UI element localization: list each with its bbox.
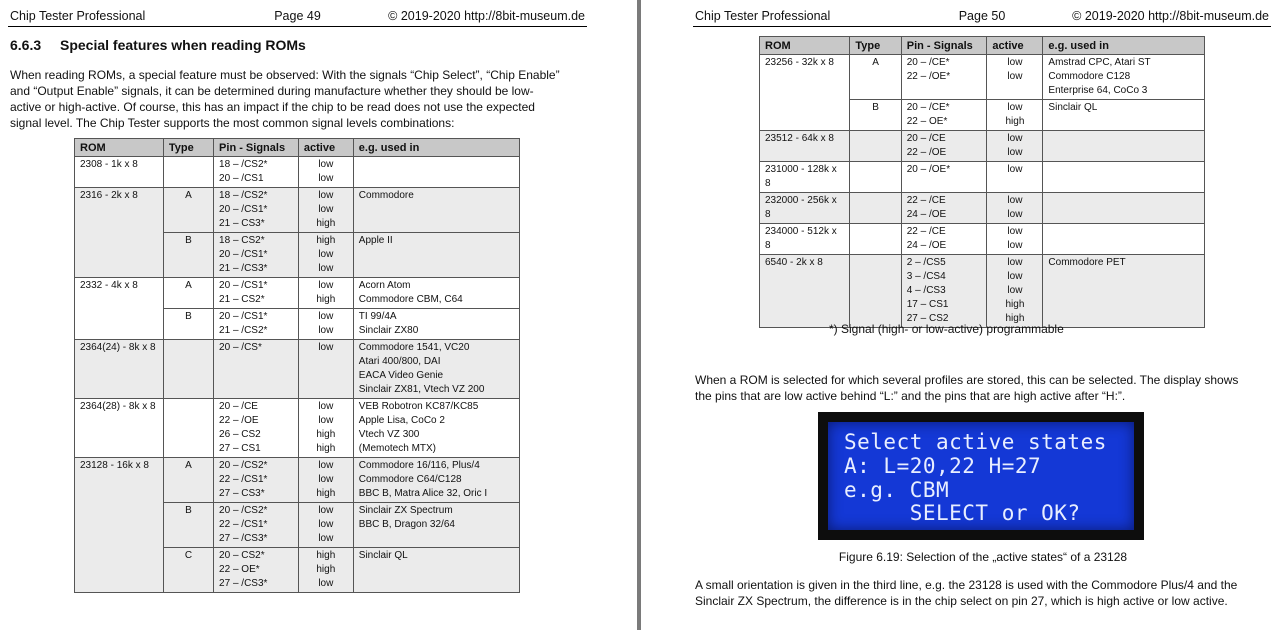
active-line: low [318, 415, 334, 426]
used-in-line: Commodore 16/116, Plus/4 [358, 460, 480, 471]
used-in-cell [353, 233, 519, 278]
active-line: low [318, 204, 334, 215]
table-row [760, 255, 1205, 328]
intro-paragraph [10, 67, 584, 131]
active-cell [298, 157, 353, 188]
page-header [10, 9, 585, 25]
type-cell [850, 224, 901, 255]
rom-cell: 23512 - 64k x 8 [760, 131, 850, 162]
paragraph-line: When a ROM is selected for which several profiles are stored, this can be selected. The display shows [695, 373, 1239, 387]
used-in-cell [1043, 162, 1205, 193]
pin-signal-line: 21 – CS2* [219, 294, 265, 305]
column-header: active [298, 139, 353, 157]
used-in-line: TI 99/4A [358, 311, 397, 322]
table-footnote: *) Signal (high- or low-active) programmable [829, 322, 1064, 336]
active-line: low [1007, 133, 1023, 144]
used-in-line: Apple II [358, 235, 393, 246]
used-in-line: EACA Video Genie [358, 370, 444, 381]
table-row [75, 340, 520, 399]
pin-signal-line: 20 – /OE* [906, 164, 951, 175]
active-line: high [316, 218, 336, 229]
active-line: high [1005, 116, 1025, 127]
pin-signal-cell [214, 233, 299, 278]
pin-signal-line: 20 – /CS1* [219, 280, 268, 291]
intro-line: active or high-active. Of course, this has an impact if the chip to be read does not use the expected [10, 100, 535, 114]
rom-cell: 23128 - 16k x 8 [75, 458, 164, 593]
active-cell [298, 503, 353, 548]
lcd-line: A: L=20,22 H=27 [844, 454, 1042, 478]
type-cell [850, 131, 901, 162]
pin-signal-line: 20 – /CE [906, 133, 946, 144]
active-line: high [316, 550, 336, 561]
pin-signal-line: 27 – CS3* [219, 488, 265, 499]
used-in-line: Commodore C128 [1048, 71, 1131, 82]
used-in-cell [353, 309, 519, 340]
used-in-line: BBC B, Matra Alice 32, Oric I [358, 488, 488, 499]
pin-signal-line: 24 – /OE [906, 209, 947, 220]
used-in-line: Enterprise 64, CoCo 3 [1048, 85, 1148, 96]
active-line: low [318, 190, 334, 201]
pin-signal-line: 27 – /CS3* [219, 533, 268, 544]
table-row [75, 157, 520, 188]
pin-signal-cell [901, 193, 987, 224]
active-line: low [1007, 147, 1023, 158]
intro-line: signal level. The Chip Tester supports the most common signal levels combinations: [10, 116, 455, 130]
used-in-line: Apple Lisa, CoCo 2 [358, 415, 445, 426]
used-in-cell [353, 278, 519, 309]
used-in-line: Commodore [358, 190, 414, 201]
active-cell [298, 458, 353, 503]
pin-signal-cell [901, 224, 987, 255]
active-line: high [316, 294, 336, 305]
table-row [75, 278, 520, 309]
pin-signal-cell [214, 188, 299, 233]
active-line: low [1007, 71, 1023, 82]
active-line: low [1007, 257, 1023, 268]
type-cell [850, 255, 901, 328]
table-row [760, 193, 1205, 224]
used-in-line: Sinclair QL [1048, 102, 1098, 113]
active-line: low [318, 578, 334, 589]
used-in-line: Amstrad CPC, Atari ST [1048, 57, 1151, 68]
type-cell: B [850, 100, 901, 131]
type-cell: A [163, 458, 213, 503]
figure-caption: Figure 6.19: Selection of the „active states“ of a 23128 [838, 550, 1128, 564]
active-line: low [318, 460, 334, 471]
active-line: low [318, 249, 334, 260]
pin-signal-line: 22 – /OE [219, 415, 259, 426]
pin-signal-line: 22 – /CE [906, 195, 946, 206]
active-cell [987, 193, 1043, 224]
table-row [75, 458, 520, 503]
used-in-cell [1043, 224, 1205, 255]
type-cell [163, 399, 213, 458]
active-line: low [318, 519, 334, 530]
active-line: low [318, 159, 334, 170]
active-line: low [318, 311, 334, 322]
pin-signal-line: 20 – /CE* [906, 57, 950, 68]
pin-signal-line: 20 – /CS* [219, 342, 262, 353]
lcd-display-figure [818, 412, 1144, 540]
active-line: low [318, 533, 334, 544]
type-cell [850, 193, 901, 224]
active-line: low [318, 474, 334, 485]
pin-signal-cell [214, 399, 299, 458]
pin-signal-line: 20 – /CE* [906, 102, 950, 113]
active-line: high [316, 488, 336, 499]
intro-line: and “Output Enable” signals, it can be determined during manufacture whether they should be low- [10, 84, 534, 98]
lcd-screen [828, 422, 1134, 530]
type-cell: C [163, 548, 213, 593]
header-rule [8, 26, 587, 27]
pin-signal-line: 22 – /OE [906, 147, 947, 158]
active-line: low [318, 342, 334, 353]
pin-signal-line: 20 – /CS1* [219, 204, 268, 215]
pin-signal-line: 22 – OE* [219, 564, 260, 575]
rom-cell: 234000 - 512k x 8 [760, 224, 850, 255]
used-in-cell [353, 399, 519, 458]
used-in-line: Sinclair QL [358, 550, 408, 561]
active-line: high [1005, 313, 1025, 324]
active-line: low [318, 173, 334, 184]
used-in-cell [1043, 255, 1205, 328]
paragraph-line: Sinclair ZX Spectrum, the difference is in the chip select on pin 27, which is high active or low active. [695, 594, 1228, 608]
header-rule [693, 26, 1271, 27]
used-in-line: Commodore C64/C128 [358, 474, 462, 485]
type-cell: B [163, 309, 213, 340]
left-page [0, 0, 637, 630]
paragraph-line: the pins that are low active behind “L:” and the pins that are high active after “H:”. [695, 389, 1126, 403]
rom-cell: 2364(28) - 8k x 8 [75, 399, 164, 458]
used-in-line: Sinclair ZX Spectrum [358, 505, 453, 516]
pin-signal-cell [214, 340, 299, 399]
pin-signal-line: 20 – /CE [219, 401, 258, 412]
header-copyright: © 2019-2020 http://8bit-museum.de [1072, 9, 1269, 23]
pin-signal-line: 20 – CS2* [219, 550, 265, 561]
type-cell [163, 157, 213, 188]
type-cell [163, 340, 213, 399]
type-cell: A [163, 278, 213, 309]
rom-cell: 2332 - 4k x 8 [75, 278, 164, 340]
pin-signal-cell [901, 255, 987, 328]
column-header: Pin - Signals [901, 37, 987, 55]
pin-signal-cell [901, 55, 987, 100]
active-line: low [1007, 271, 1023, 282]
active-line: high [316, 429, 336, 440]
active-cell [298, 309, 353, 340]
selection-paragraph [695, 372, 1271, 404]
rom-cell: 231000 - 128k x 8 [760, 162, 850, 193]
pin-signal-line: 22 – /CS1* [219, 474, 268, 485]
rom-cell: 2364(24) - 8k x 8 [75, 340, 164, 399]
pin-signal-cell [901, 100, 987, 131]
pin-signal-line: 20 – /CS1* [219, 249, 268, 260]
column-header: Type [163, 139, 213, 157]
pin-signal-line: 27 – CS2 [906, 313, 949, 324]
pin-signal-cell [214, 157, 299, 188]
used-in-line: VEB Robotron KC87/KC85 [358, 401, 479, 412]
used-in-line: Vtech VZ 300 [358, 429, 420, 440]
pin-signal-line: 18 – CS2* [219, 235, 265, 246]
active-cell [987, 100, 1043, 131]
active-line: low [1007, 209, 1023, 220]
pin-signal-line: 20 – /CS1 [219, 173, 264, 184]
header-title: Chip Tester Professional [10, 9, 146, 23]
pin-signal-line: 21 – /CS2* [219, 325, 268, 336]
active-line: low [318, 280, 334, 291]
lcd-line: Select active states [844, 430, 1107, 454]
used-in-cell [1043, 131, 1205, 162]
pin-signal-line: 20 – /CS2* [219, 460, 268, 471]
active-line: high [316, 564, 336, 575]
pin-signal-line: 27 – /CS3* [219, 578, 268, 589]
used-in-cell [353, 340, 519, 399]
active-cell [298, 233, 353, 278]
table-row [760, 162, 1205, 193]
pin-signal-line: 20 – /CS1* [219, 311, 268, 322]
pin-signal-line: 22 – OE* [906, 116, 948, 127]
used-in-cell [1043, 100, 1205, 131]
active-cell [987, 162, 1043, 193]
pin-signal-cell [901, 131, 987, 162]
used-in-cell [353, 503, 519, 548]
pin-signal-line: 22 – /CS1* [219, 519, 268, 530]
header-page-number: Page 50 [958, 9, 1006, 23]
section-number: 6.6.3 [10, 37, 42, 53]
active-cell [987, 255, 1043, 328]
pin-signal-line: 21 – CS3* [219, 218, 265, 229]
pin-signal-line: 24 – /OE [906, 240, 947, 251]
active-line: low [318, 505, 334, 516]
used-in-line: Atari 400/800, DAI [358, 356, 441, 367]
used-in-cell [353, 458, 519, 503]
active-cell [298, 278, 353, 309]
used-in-line: Commodore PET [1048, 257, 1126, 268]
pin-signal-cell [214, 503, 299, 548]
intro-line: When reading ROMs, a special feature must be observed: With the signals “Chip Select”, “Chip Enable” [10, 68, 560, 82]
column-header: ROM [760, 37, 850, 55]
rom-cell: 2308 - 1k x 8 [75, 157, 164, 188]
used-in-cell [1043, 55, 1205, 100]
pin-signal-line: 20 – /CS2* [219, 505, 268, 516]
table-row [760, 131, 1205, 162]
used-in-line: Acorn Atom [358, 280, 411, 291]
used-in-line: (Memotech MTX) [358, 443, 437, 454]
column-header: ROM [75, 139, 164, 157]
rom-cell: 232000 - 256k x 8 [760, 193, 850, 224]
used-in-line: Sinclair ZX80 [358, 325, 419, 336]
pin-signal-cell [901, 162, 987, 193]
section-title: Special features when reading ROMs [60, 37, 306, 53]
used-in-line: BBC B, Dragon 32/64 [358, 519, 455, 530]
rom-cell: 2316 - 2k x 8 [75, 188, 164, 278]
pin-signal-line: 18 – /CS2* [219, 190, 268, 201]
active-cell [987, 55, 1043, 100]
pin-signal-line: 4 – /CS3 [906, 285, 946, 296]
active-line: low [1007, 226, 1023, 237]
rom-signal-table-continued [759, 36, 1205, 328]
rom-cell: 6540 - 2k x 8 [760, 255, 850, 328]
column-header: Pin - Signals [214, 139, 299, 157]
lcd-line: SELECT or OK? [844, 501, 1081, 525]
pin-signal-line: 27 – CS1 [219, 443, 261, 454]
table-row [75, 188, 520, 233]
used-in-cell [353, 548, 519, 593]
active-cell [298, 188, 353, 233]
column-header: e.g. used in [353, 139, 519, 157]
active-line: low [1007, 164, 1023, 175]
pin-signal-line: 18 – /CS2* [219, 159, 268, 170]
active-line: low [318, 401, 334, 412]
active-cell [987, 224, 1043, 255]
pin-signal-line: 21 – /CS3* [219, 263, 268, 274]
pin-signal-line: 2 – /CS5 [906, 257, 946, 268]
pin-signal-line: 22 – /OE* [906, 71, 951, 82]
pin-signal-cell [214, 458, 299, 503]
type-cell: B [163, 233, 213, 278]
active-line: high [316, 235, 336, 246]
active-cell [298, 340, 353, 399]
active-line: high [316, 443, 336, 454]
used-in-line: Sinclair ZX81, Vtech VZ 200 [358, 384, 485, 395]
column-header: e.g. used in [1043, 37, 1205, 55]
pin-signal-line: 17 – CS1 [906, 299, 949, 310]
type-cell: A [850, 55, 901, 100]
header-page-number: Page 49 [274, 9, 321, 23]
type-cell: A [163, 188, 213, 233]
table-row [760, 224, 1205, 255]
active-cell [298, 548, 353, 593]
rom-cell: 23256 - 32k x 8 [760, 55, 850, 131]
active-line: low [318, 263, 334, 274]
header-copyright: © 2019-2020 http://8bit-museum.de [388, 9, 585, 23]
active-line: high [1005, 299, 1025, 310]
active-line: low [1007, 102, 1023, 113]
active-line: low [1007, 195, 1023, 206]
rom-signal-table [74, 138, 520, 593]
active-line: low [1007, 285, 1023, 296]
used-in-line: Commodore 1541, VC20 [358, 342, 470, 353]
active-line: low [1007, 57, 1023, 68]
table-row [75, 399, 520, 458]
active-line: low [1007, 240, 1023, 251]
pin-signal-cell [214, 278, 299, 309]
column-header: Type [850, 37, 901, 55]
pin-signal-line: 22 – /CE [906, 226, 946, 237]
pin-signal-cell [214, 309, 299, 340]
type-cell [850, 162, 901, 193]
orientation-paragraph [695, 577, 1271, 609]
used-in-cell [353, 188, 519, 233]
header-title: Chip Tester Professional [695, 9, 831, 23]
page-header [695, 9, 1269, 25]
table-row [760, 55, 1205, 100]
active-cell [298, 399, 353, 458]
section-heading [10, 37, 306, 53]
pin-signal-line: 3 – /CS4 [906, 271, 946, 282]
used-in-cell [1043, 193, 1205, 224]
active-cell [987, 131, 1043, 162]
pin-signal-line: 26 – CS2 [219, 429, 261, 440]
active-line: low [318, 325, 334, 336]
pin-signal-cell [214, 548, 299, 593]
type-cell: B [163, 503, 213, 548]
paragraph-line: A small orientation is given in the third line, e.g. the 23128 is used with the Commodore Plus/4 and the [695, 578, 1238, 592]
column-header: active [987, 37, 1043, 55]
lcd-line: e.g. CBM [844, 478, 950, 502]
used-in-cell [353, 157, 519, 188]
used-in-line: Commodore CBM, C64 [358, 294, 463, 305]
